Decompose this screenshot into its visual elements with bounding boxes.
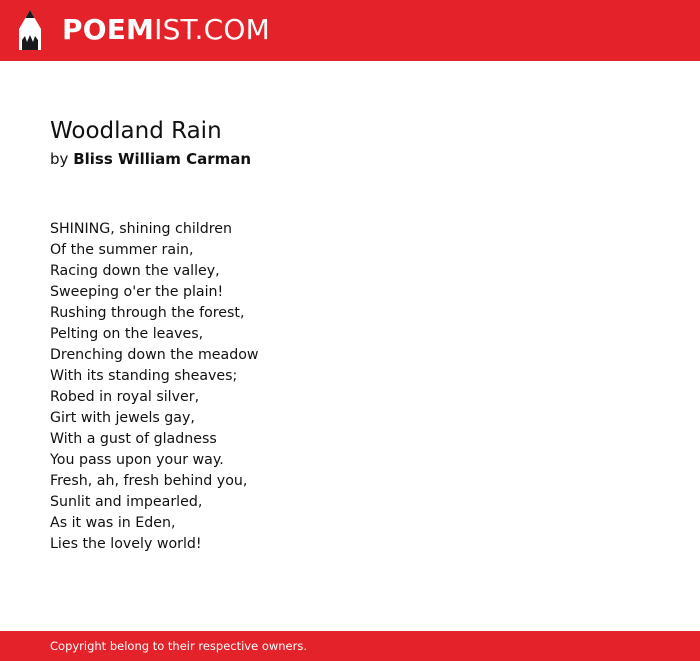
poem-line: Drenching down the meadow — [50, 347, 259, 363]
poem-line: Robed in royal silver, — [50, 389, 200, 405]
poem-line: Racing down the valley, — [50, 263, 220, 279]
poem-line: Rushing through the forest, — [50, 305, 245, 321]
copyright-text: Copyright belong to their respective owners. — [50, 639, 308, 653]
poem-line: Of the summer rain, — [50, 242, 194, 258]
poem-line: Sunlit and impearled, — [50, 494, 203, 510]
poem-line: Sweeping o'er the plain! — [50, 284, 224, 300]
poem-line: SHINING, shining children — [50, 221, 232, 237]
site-header — [0, 0, 700, 61]
poem-title: Woodland Rain — [50, 118, 222, 144]
poem-line: Pelting on the leaves, — [50, 326, 204, 342]
poem-line: You pass upon your way. — [50, 452, 224, 468]
poem-line: With its standing sheaves; — [50, 368, 238, 384]
poem-line: Fresh, ah, fresh behind you, — [50, 473, 248, 489]
byline — [50, 149, 251, 169]
poem-line: Girt with jewels gay, — [50, 410, 195, 426]
site-footer — [0, 631, 700, 661]
logo-bold-text: POEM — [62, 13, 155, 46]
byline-prefix: by — [50, 150, 69, 168]
logo-light-text: IST.COM — [154, 13, 270, 46]
author-name: Bliss William Carman — [73, 150, 252, 168]
pencil-icon[interactable] — [17, 9, 43, 51]
poem-line: With a gust of gladness — [50, 431, 217, 447]
poem-line: Lies the lovely world! — [50, 536, 202, 552]
poem-body — [50, 219, 259, 555]
poem-line: As it was in Eden, — [50, 515, 176, 531]
site-logo[interactable] — [62, 13, 270, 47]
